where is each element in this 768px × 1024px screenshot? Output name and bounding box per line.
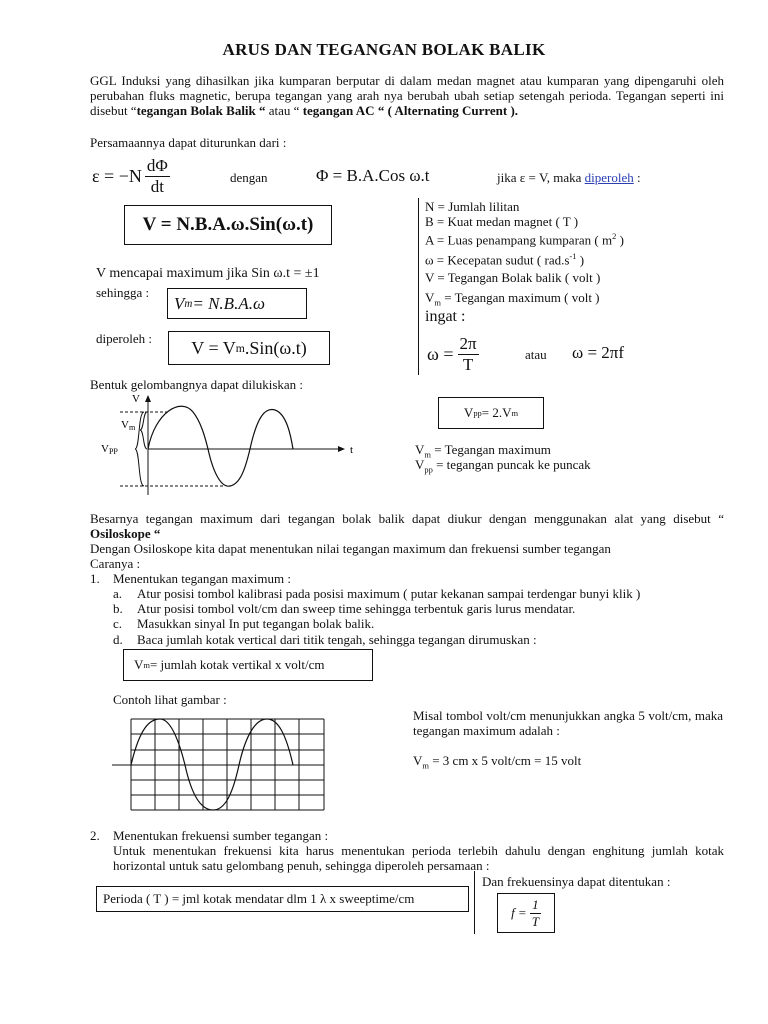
legend-a: A = Luas penampang kumparan ( $m^2$ ) [425,231,624,248]
main-formula-box [124,205,332,245]
f-lhs: f = [511,905,527,920]
vpp-box-b: = 2.V [481,405,512,420]
atau-label: atau [525,347,547,362]
frequency-formula-box [497,893,555,933]
vm-result-a: V [413,753,423,768]
v-formula-sub: m [235,341,245,355]
legend-vm-v: V [425,290,435,305]
wave-label-t: t [350,444,354,456]
emf-fraction [145,156,170,197]
colon: : [633,170,641,185]
jika-text [497,170,641,185]
step1-number: 1. [90,571,100,586]
intro-bold-2: tegangan AC “ ( Alternating Current ). [302,103,519,118]
wave-label-vm-v: V [121,419,129,431]
vm-result-b: = 3 cm x 5 volt/cm = 15 volt [428,753,582,768]
contoh-label: Contoh lihat gambar : [113,692,227,707]
osc-bold: Osiloskope “ [90,526,161,541]
vpp-box-sub: pp [473,408,482,418]
sine-wave-diagram [95,392,380,497]
wave-intro: Bentuk gelombangnya dapat dilukiskan : [90,377,304,392]
vm-result [413,753,581,774]
oscilloscope-screen [110,712,335,817]
caranya-label: Caranya : [90,556,141,571]
step1-item-c: Masukkan sinyal In put tegangan bolak balik. [137,616,375,631]
vm-formula-box [167,288,307,319]
vm-def-sub: m [424,449,431,460]
omega-numerator: 2π [459,333,477,353]
step2-number: 2. [90,828,100,843]
x-axis-arrow [338,446,345,452]
oscilloscope-paragraph [90,511,724,541]
step1-item-a-letter: a. [113,586,123,601]
intro-paragraph [90,73,724,118]
wave-label-vm [121,419,136,432]
f-fraction [530,897,541,930]
osc-text: Besarnya tegangan maximum dari tegangan bolak balik dapat diukur dengan menggunakan alat yang disebut “ [90,511,724,526]
step1-title: Menentukan tegangan maximum : [113,571,291,586]
step1-item-b: Atur posisi tombol volt/cm dan sweep time sehingga terbentuk garis lurus mendatar. [137,601,576,616]
legend-omega-sup: -1 [569,251,577,261]
osc-purpose: Dengan Osiloskope kita dapat menentukan nilai tegangan maximum dan frekuensi sumber tegangan [90,541,611,556]
jika-label: jika ε = V, maka [497,170,585,185]
legend-omega-text: ω = Kecepatan sudut ( rad.s [425,252,570,268]
f-denominator: T [531,913,539,929]
vmax-condition: V mencapai maximum jika Sin ω.t = ±1 [96,266,320,281]
step1-item-a: Atur posisi tombol kalibrasi pada posisi maximum ( putar kekanan sampai terdengar bunyi klik ) [137,586,641,601]
intro-bold-1: tegangan Bolak Balik “ [136,103,266,118]
intro-text: GGL Induksi yang dihasilkan jika kumparan berputar di dalam medan magnet atau kumparan yang dipengaruhi oleh perubahan fluks magnetic, berupa tegangan yang arah nya berubah ubah setiap setengah perioda. Tegangan seperti ini disebut “ [90,73,724,118]
misal-text: Misal tombol volt/cm menunjukkan angka 5 volt/cm, maka tegangan maximum adalah : [413,708,723,738]
omega-fraction [458,334,479,375]
omega-lhs: ω = [427,343,454,364]
legend-omega: ω = Kecepatan sudut ( $rad.s^{-1}$ ) [425,251,585,268]
v-formula-a: V = V [191,337,236,358]
dengan-label: dengan [230,170,268,185]
main-formula: V = N.B.A.ω.Sin(ω.t) [142,214,314,235]
wave-label-vpp [101,443,118,456]
wave-label-v: V [132,393,140,405]
vpp-box-sub2: m [511,408,519,418]
legend-v: V = Tegangan Bolak balik ( volt ) [425,270,601,285]
vm-reading-sub: m [143,660,150,670]
page-title: ARUS DAN TEGANGAN BOLAK BALIK [222,40,546,59]
diperoleh-link[interactable]: diperoleh [584,170,634,185]
vm-reading-b: = jumlah kotak vertikal x volt/cm [149,657,325,672]
intro-derivation-text: Persamaannya dapat diturunkan dari : [90,135,287,150]
step1-item-c-letter: c. [113,616,123,631]
emf-numerator: dΦ [146,155,168,175]
vpp-def-sub: pp [424,464,433,475]
vm-reading-a: V [134,657,144,672]
flux-equation: Φ = B.A.Cos ω.t [316,166,430,185]
omega-equation [427,331,479,377]
emf-denominator: dt [150,176,164,196]
vm-def-b: = Tegangan maximum [430,442,551,457]
step2-divider [474,871,475,934]
ingat-label: ingat : [425,308,466,325]
vpp-def-b: = tegangan puncak ke puncak [432,457,591,472]
vpp-box-a: V [463,405,474,420]
vm-formula-v: V [174,293,185,313]
f-numerator: 1 [530,897,541,914]
perioda-formula: Perioda ( T ) = jml kotak mendatar dlm 1 λ x sweeptime/cm [103,891,415,906]
legend-a-text: A = Luas penampang kumparan ( m [425,232,613,248]
emf-equation [92,153,170,199]
vpp-formula-box [438,397,544,429]
legend-vm-text: = Tegangan maximum ( volt ) [444,290,600,305]
y-axis-arrow [145,395,151,402]
vm-formula-rhs: = N.B.A.ω [192,293,265,313]
omega-denominator: T [462,354,474,374]
step1-item-d: Baca jumlah kotak vertical dari titik tengah, sehingga tegangan dirumuskan : [137,632,537,647]
emf-lhs: ε = −N [92,165,142,186]
v-formula-box [168,331,330,365]
legend-vm-sub: m [434,297,441,308]
intro-mid: atau “ [265,103,303,118]
wave-label-vm-sub: m [128,423,136,432]
vm-result-sub: m [422,760,429,771]
vpp-def-a: V [415,457,425,472]
grid-lines [112,719,324,810]
v-formula-b: .Sin(ω.t) [244,337,307,358]
sine-curve [148,406,293,486]
vm-def-a: V [415,442,425,457]
step2-text: Untuk menentukan frekuensi kita harus menentukan perioda terlebih dahulu dengan enghitung jumlah kotak horizontal untuk satu gelombang penuh, sehingga diperoleh persamaan : [113,843,724,873]
omega-frequency-equation: ω = 2πf [572,343,625,362]
legend-divider [418,198,419,375]
legend-b: B = Kuat medan magnet ( T ) [425,214,579,229]
legend-n: N = Jumlah lilitan [425,199,520,214]
step1-item-d-letter: d. [113,632,123,647]
legend-a-sup: 2 [612,231,617,241]
vm-formula-sub: m [184,297,193,310]
step1-item-b-letter: b. [113,601,123,616]
vm-reading-formula-box [123,649,373,681]
diperoleh-label: diperoleh : [96,331,152,346]
vpp-definition [415,457,591,478]
perioda-formula-box [96,886,469,912]
wave-label-vpp-sub: PP [108,447,118,456]
sehingga-label: sehingga : [96,285,150,300]
freq-text: Dan frekuensinya dapat ditentukan : [482,874,671,889]
wave-label-vpp-v: V [101,443,109,455]
step2-title: Menentukan frekuensi sumber tegangan : [113,828,329,843]
